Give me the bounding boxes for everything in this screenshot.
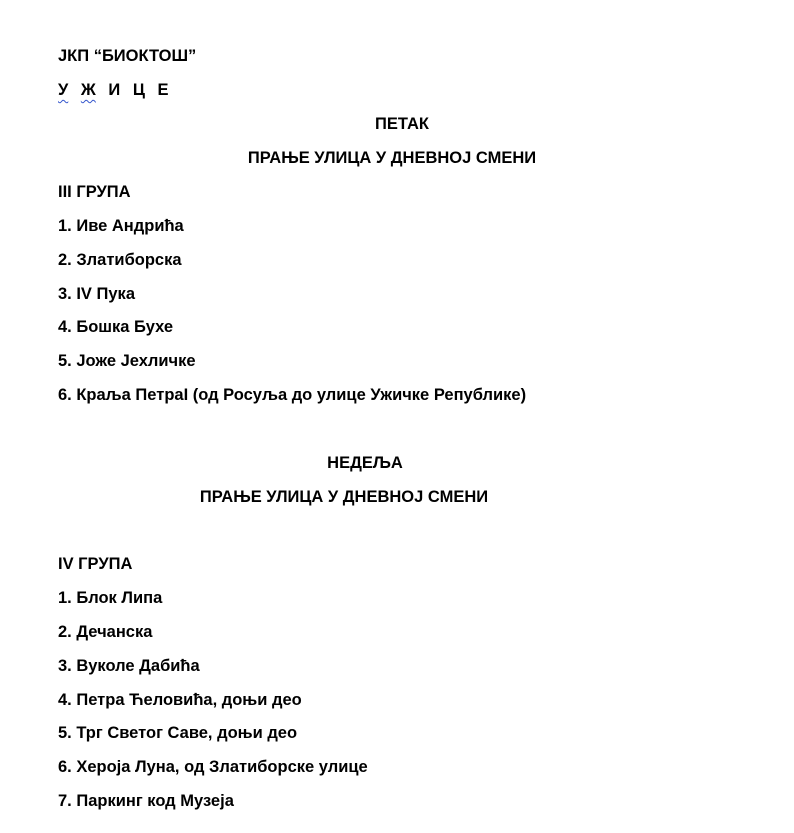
list-item: 4. Бошка Бухе: [58, 318, 174, 336]
list-item: 3. IV Пука: [58, 285, 135, 303]
list-item: 6. Хероја Луна, од Златиборске улице: [58, 758, 368, 776]
friday-group-heading: III ГРУПА: [58, 183, 131, 201]
city-letter: Ц: [132, 81, 145, 99]
city-letter: Ж: [80, 81, 96, 99]
list-item: 5. Јоже Јехличке: [58, 352, 196, 370]
list-item: 5. Трг Светог Саве, доњи део: [58, 724, 298, 742]
sunday-group-heading: IV ГРУПА: [58, 555, 133, 573]
city-letter: Е: [157, 81, 169, 99]
list-item: 1. Блок Липа: [58, 589, 163, 607]
list-item: 4. Петра Ћеловића, доњи део: [58, 691, 302, 709]
sunday-day-heading: НЕДЕЉА: [327, 454, 403, 472]
friday-day-heading: ПЕТАК: [375, 115, 429, 133]
list-item: 7. Паркинг код Музеја: [58, 792, 234, 810]
city-name: [58, 80, 177, 100]
list-item: 3. Вуколе Дабића: [58, 657, 200, 675]
city-letter: И: [108, 81, 121, 99]
company-name: ЈКП “БИОКТОШ”: [58, 47, 197, 65]
city-letter: У: [58, 81, 69, 99]
list-item: 1. Иве Андрића: [58, 217, 184, 235]
sunday-subtitle: ПРАЊЕ УЛИЦА У ДНЕВНОЈ СМЕНИ: [199, 488, 489, 506]
list-item: 2. Златиборска: [58, 251, 182, 269]
friday-subtitle: ПРАЊЕ УЛИЦА У ДНЕВНОЈ СМЕНИ: [247, 149, 537, 167]
list-item: 2. Дечанска: [58, 623, 153, 641]
list-item: 6. Краља ПетраI (од Росуља до улице Ужичке Републике): [58, 386, 527, 404]
